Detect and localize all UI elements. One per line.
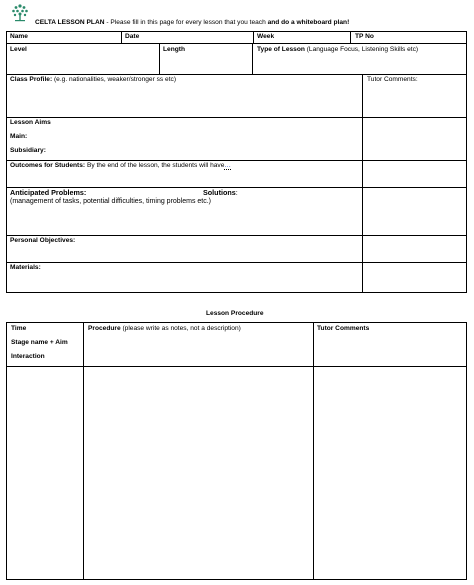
lesson-type-hint: (Language Focus, Listening Skills etc) xyxy=(304,46,419,53)
outcomes-label: Outcomes for Students: xyxy=(10,162,86,169)
class-profile-label: Class Profile: xyxy=(10,76,53,83)
procedure-tutor-comments-header: Tutor Comments xyxy=(317,325,370,332)
date-field[interactable]: Date xyxy=(125,33,140,40)
main-aim-field[interactable]: Main: xyxy=(10,133,28,140)
length-field[interactable]: Length xyxy=(163,46,185,53)
celta-logo-icon xyxy=(8,3,32,23)
name-field[interactable]: Name xyxy=(10,33,28,40)
anticipated-problems-label: Anticipated Problems: xyxy=(10,188,87,197)
lesson-procedure-heading: Lesson Procedure xyxy=(206,310,264,317)
solutions-label: Solutions xyxy=(203,188,236,197)
outcomes-field[interactable] xyxy=(10,162,231,170)
lesson-type-label: Type of Lesson xyxy=(257,46,305,53)
procedure-tutor-comments-cell[interactable] xyxy=(314,367,466,579)
page-title-line xyxy=(35,19,349,27)
anticipated-problems-hint: (management of tasks, potential difficulties, timing problems etc.) xyxy=(10,198,212,205)
stage-column-header: Stage name + Aim xyxy=(11,339,68,346)
time-stage-cell[interactable] xyxy=(7,367,83,579)
interaction-column-header: Interaction xyxy=(11,353,45,360)
level-field[interactable]: Level xyxy=(10,46,27,53)
outcomes-hint: By the end of the lesson, the students will have xyxy=(85,162,225,169)
week-field[interactable]: Week xyxy=(257,33,275,40)
instruction-text: - Please fill in this page for every lesson that you teach xyxy=(104,19,268,26)
instruction-bold-text: and do a whiteboard plan! xyxy=(267,19,350,26)
solutions-field[interactable] xyxy=(203,189,238,197)
page-title: CELTA LESSON PLAN xyxy=(35,19,105,26)
subsidiary-aim-field[interactable]: Subsidiary: xyxy=(10,147,46,154)
procedure-hint: (please write as notes, not a description) xyxy=(120,325,241,332)
personal-objectives-field[interactable]: Personal Objectives: xyxy=(10,237,76,244)
tp-no-field[interactable]: TP No xyxy=(355,33,374,40)
lesson-type-field[interactable] xyxy=(257,46,418,54)
procedure-cell[interactable] xyxy=(84,367,313,579)
procedure-label: Procedure xyxy=(88,325,121,332)
solutions-colon: : xyxy=(235,188,238,197)
procedure-column-header xyxy=(88,325,241,333)
time-column-header: Time xyxy=(11,325,27,332)
tutor-comments-label: Tutor Comments: xyxy=(367,76,418,83)
lesson-aims-label: Lesson Aims xyxy=(10,119,51,126)
materials-field[interactable]: Materials: xyxy=(10,264,41,271)
outcomes-dots: … xyxy=(224,162,231,169)
class-profile-field[interactable] xyxy=(10,76,176,84)
class-profile-hint: (e.g. nationalities, weaker/stronger ss etc) xyxy=(52,76,177,83)
